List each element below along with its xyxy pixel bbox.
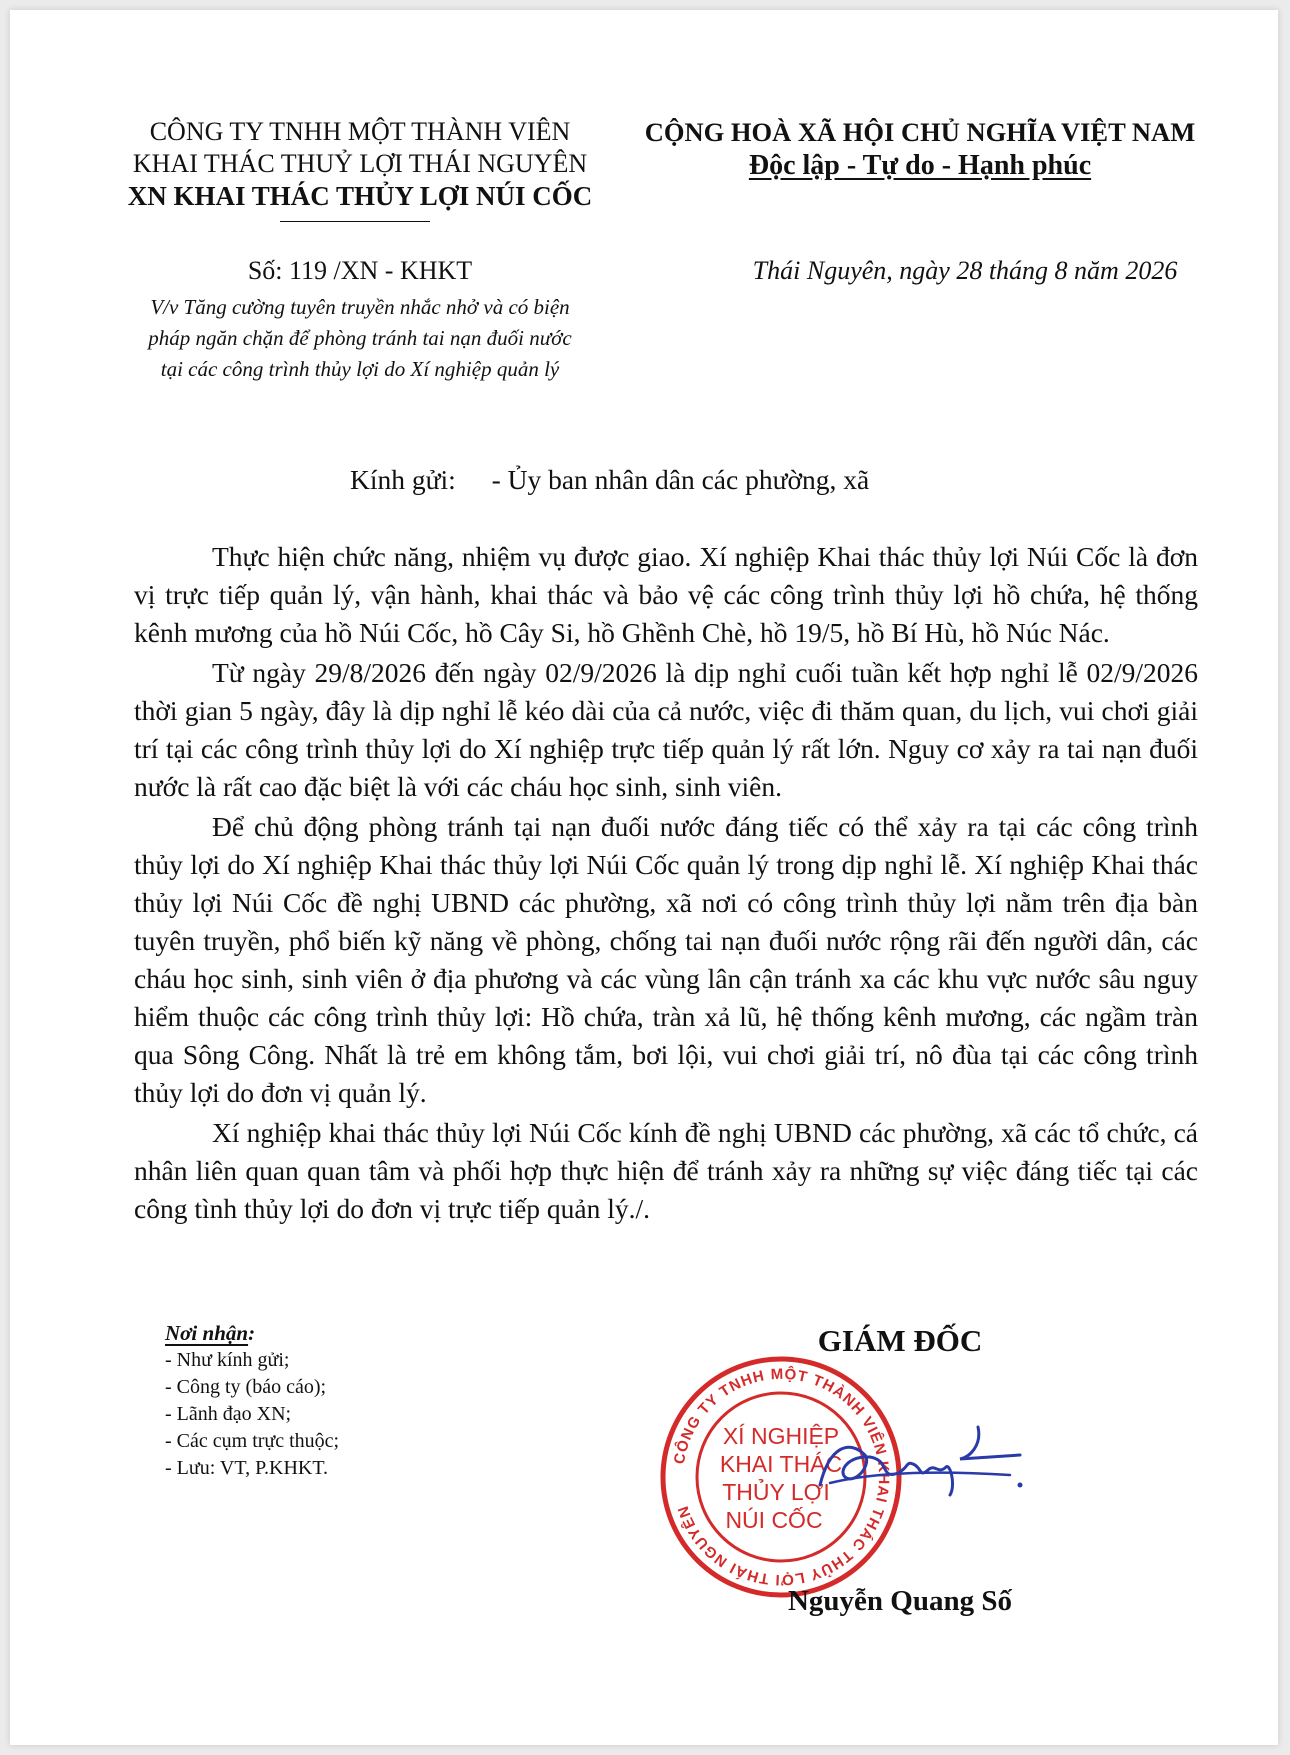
stamp-line4: NÚI CỐC bbox=[725, 1507, 823, 1533]
place-date: Thái Nguyên, ngày 28 tháng 8 năm 2026 bbox=[752, 256, 1178, 285]
body-paragraph-4: Xí nghiệp khai thác thủy lợi Núi Cốc kính đề nghị UBND các phường, xã các tổ chức, cá nhân liên quan quan tâm và phối hợp thực hiện để tránh xảy ra những sự việc đáng tiếc tại các công tình thủy lợi do đơn vị trực tiếp quản lý./. bbox=[134, 1117, 1198, 1224]
national-header bbox=[630, 116, 1210, 184]
distribution-item: - Lưu: VT, P.KHKT. bbox=[165, 1457, 329, 1479]
handwritten-signature bbox=[810, 1415, 1050, 1525]
national-motto-text: Độc lập - Tự do - Hạnh phúc bbox=[748, 150, 1092, 181]
subject-line1: V/v Tăng cường tuyên truyền nhắc nhở và có biện bbox=[150, 295, 570, 319]
distribution-title-colon: : bbox=[248, 1321, 256, 1345]
national-title: CỘNG HOÀ XÃ HỘI CHỦ NGHĨA VIỆT NAM bbox=[644, 117, 1196, 147]
stamp-ring-text: CÔNG TY TNHH MỘT THÀNH VIÊN KHAI THÁC THỦY LỢI THÁI NGUYÊN bbox=[670, 1365, 893, 1589]
recipient-label: Kính gửi: bbox=[350, 464, 456, 495]
issuer-header bbox=[120, 116, 600, 212]
subject-line3: tại các công trình thủy lợi do Xí nghiệp quản lý bbox=[160, 357, 560, 381]
document-page bbox=[10, 10, 1278, 1745]
stamp-line1: XÍ NGHIỆP bbox=[722, 1423, 840, 1449]
issuer-company-line2: KHAI THÁC THUỶ LỢI THÁI NGUYÊN bbox=[132, 149, 588, 178]
document-body bbox=[134, 538, 1198, 1228]
document-subject bbox=[110, 292, 610, 385]
distribution-item: - Công ty (báo cáo); bbox=[165, 1376, 327, 1398]
national-motto bbox=[630, 148, 1210, 184]
issuer-company-line1: CÔNG TY TNHH MỘT THÀNH VIÊN bbox=[149, 117, 571, 146]
signer-name: Nguyễn Quang Số bbox=[787, 1585, 1012, 1617]
body-paragraph-3: Để chủ động phòng tránh tại nạn đuối nước đáng tiếc có thể xảy ra tại các công trình thủy lợi do Xí nghiệp Khai thác thủy lợi Núi Cốc quản lý trong dịp nghỉ lễ. Xí nghiệp Khai thác thủy lợi Núi Cốc đề nghị UBND các phường, xã nơi có công trình thủy lợi nằm trên địa bàn tuyên truyền, phổ biến kỹ năng về phòng, chống tai nạn đuối nước rộng rãi đến người dân, các cháu học sinh, sinh viên ở địa phương và các vùng lân cận tránh xa các khu vực nước sâu nguy hiểm thuộc các công trình thủy lợi: Hồ chứa, tràn xả lũ, hệ thống kênh mương, các ngầm tràn qua Sông Công. Nhất là trẻ em không tắm, bơi lội, vui chơi giải trí, nô đùa tại các công trình thủy lợi do đơn vị quản lý. bbox=[134, 811, 1198, 1108]
distribution-item: - Lãnh đạo XN; bbox=[165, 1403, 292, 1425]
distribution-title bbox=[165, 1320, 485, 1347]
distribution-title-text: Nơi nhận bbox=[165, 1321, 249, 1345]
distribution-item: - Như kính gửi; bbox=[165, 1349, 290, 1371]
body-paragraph-1: Thực hiện chức năng, nhiệm vụ được giao. Xí nghiệp Khai thác thủy lợi Núi Cốc là đơn vị trực tiếp quản lý, vận hành, khai thác và bảo vệ các công trình thủy lợi hồ chứa, hệ thống kênh mương của hồ Núi Cốc, hồ Cây Si, hồ Ghềnh Chè, hồ 19/5, hồ Bí Hù, hồ Núc Nác. bbox=[134, 541, 1198, 648]
body-paragraph-2: Từ ngày 29/8/2026 đến ngày 02/9/2026 là dịp nghỉ cuối tuần kết hợp nghỉ lễ 02/9/2026 thời gian 5 ngày, đây là dịp nghỉ lễ kéo dài của cả nước, việc đi thăm quan, du lịch, vui chơi giải trí tại các công trình thủy lợi do Xí nghiệp trực tiếp quản lý rất lớn. Nguy cơ xảy ra tai nạn đuối nước là rất cao đặc biệt là với các cháu học sinh, sinh viên. bbox=[134, 657, 1198, 802]
issuer-underline bbox=[280, 221, 430, 222]
distribution-item: - Các cụm trực thuộc; bbox=[165, 1430, 340, 1452]
subject-line2: pháp ngăn chặn để phòng tránh tai nạn đuối nước bbox=[148, 326, 572, 350]
recipient-line bbox=[350, 462, 869, 498]
signer-title: GIÁM ĐỐC bbox=[817, 1323, 983, 1358]
issuer-unit-text: XN KHAI THÁC THỦY LỢI NÚI CỐC bbox=[127, 181, 593, 211]
stamp-line3: THỦY LỢI bbox=[722, 1479, 830, 1505]
recipient-value: - Ủy ban nhân dân các phường, xã bbox=[491, 464, 870, 495]
distribution-list bbox=[165, 1320, 485, 1482]
stamp-line2: KHAI THÁC bbox=[719, 1451, 843, 1477]
issuer-unit bbox=[120, 180, 600, 212]
document-number: Số: 119 /XN - KHKT bbox=[247, 256, 473, 285]
